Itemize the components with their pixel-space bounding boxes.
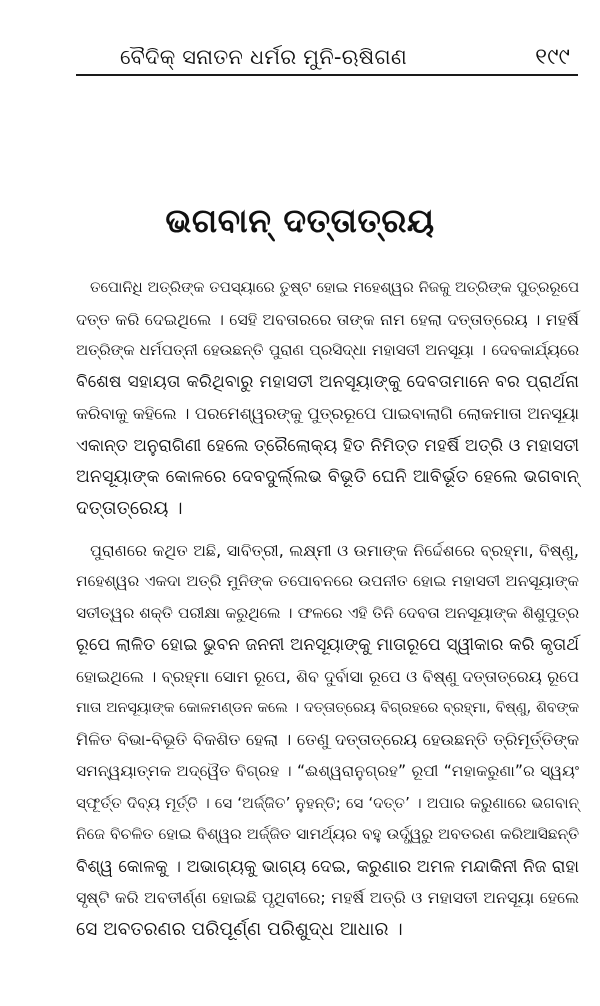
text-line: ମାତା ଅନସୂୟାଙ୍କ କୋଳମଣ୍ଡନ କଲେ । ଦତ୍ତାତ୍ରେୟ ବିଗ୍ରହରେ ବ୍ରହ୍ମା, ବିଷ୍ଣୁ, ଶିବଙ୍କ (76, 699, 579, 716)
text-line: ମହେଶ୍ୱର ଏକଦା ଅତ୍ରି ମୁନିଙ୍କ ତପୋବନରେ ଉପନୀତ ହୋଇ ମହାସତୀ ଅନସୂୟାଙ୍କ (76, 572, 579, 591)
text-line: ହୋଇଥିଲେ । ବ୍ରହ୍ମା ସୋମ ରୂପେ, ଶିବ ଦୁର୍ବାସା ରୂପେ ଓ ବିଷ୍ଣୁ ଦତ୍ତାତ୍ରେୟ ରୂପେ (76, 667, 579, 687)
running-header-title: ବୈଦିକ୍ ସନାତନ ଧର୍ମର ମୁନି-ଋଷିଗଣ (120, 45, 407, 69)
page-number: ୧୯୯ (535, 44, 570, 70)
body-text (76, 272, 579, 945)
text-line: ବିଶେଷ ସହାୟତା କରିଥିବାରୁ ମହାସତୀ ଅନସୂୟାଙ୍କୁ ଦେବତାମାନେ ବର ପ୍ରାର୍ଥନା (76, 371, 579, 392)
text-line: ସ୍ଫୂର୍ତ୍ତ ଦିବ୍ୟ ମୂର୍ତ୍ତି । ସେ ‘ଅର୍ଜ୍ଜିତ’ ନୁହନ୍ତି; ସେ ‘ଦତ୍ତ’ । ଅପାର କରୁଣାରେ ଭଗବାନ୍ (76, 793, 579, 812)
text-line: ପୁରାଣରେ କଥିତ ଅଛି, ସାବିତ୍ରୀ, ଲକ୍ଷ୍ମୀ ଓ ଉମାଙ୍କ ନିର୍ଦ୍ଦେଶରେ ବ୍ରହ୍ମା, ବିଷ୍ଣୁ, (90, 540, 579, 560)
text-line: ବିଶ୍ୱ କୋଳକୁ । ଅଭାଗ୍ୟକୁ ଭାଗ୍ୟ ଦେଇ, କରୁଣାର ଅମଳ ମନ୍ଦାକିନୀ ନିଜ ରାହା (76, 855, 579, 876)
text-line: ରୂପେ ଲାଳିତ ହୋଇ ଭୁବନ ଜନନୀ ଅନସୂୟାଙ୍କୁ ମାତାରୂପେ ସ୍ୱୀକାର କରି କୃତାର୍ଥ (76, 634, 579, 655)
text-line: ସମନ୍ୱୟାତ୍ମକ ଅଦ୍ୱୈତ ବିଗ୍ରହ । “ଈଶ୍ୱରାନୁଗ୍ରହ” ରୂପୀ “ମହାକରୁଣା”ର ସ୍ୱୟଂ (76, 761, 579, 780)
running-header (76, 42, 578, 72)
text-line: ସୃଷ୍ଟି କରି ଅବତୀର୍ଣ୍ଣ ହୋଇଛି ପୃଥିବୀରେ; ମହର୍ଷି ଅତ୍ରି ଓ ମହାସତୀ ଅନସୂୟା ହେଲେ (76, 888, 579, 908)
text-line: ଅତ୍ରିଙ୍କ ଧର୍ମପତ୍ନୀ ହେଉଛନ୍ତି ପୁରାଣ ପ୍ରସିଦ୍ଧା ମହାସତୀ ଅନସୂୟା । ଦେବକାର୍ଯ୍ୟରେ (76, 341, 579, 360)
text-line: ଦତ୍ତ କରି ଦେଇଥିଲେ । ସେହି ଅବତାରରେ ତାଙ୍କ ନାମ ହେଲା ଦତ୍ତାତ୍ରେୟ । ମହର୍ଷି (76, 309, 579, 329)
paragraph-2 (76, 535, 579, 946)
text-line: ଏକାନ୍ତ ଅନୁରାଗିଣୀ ହେଲେ ତ୍ରୈଲୋକ୍ୟ ହିତ ନିମିତ୍ତ ମହର୍ଷି ଅତ୍ରି ଓ ମହାସତୀ (76, 434, 579, 455)
text-line: ଦତ୍ତାତ୍ରେୟ । (76, 498, 183, 520)
text-line: ସତୀତ୍ୱର ଶକ୍ତି ପରୀକ୍ଷା କରୁଥିଲେ । ଫଳରେ ଏହି ତିନି ଦେବତା ଅନସୂୟାଙ୍କ ଶିଶୁପୁତ୍ର (76, 603, 579, 622)
chapter-title: ଭଗବାନ୍ ଦତ୍ତାତ୍ରୟ (165, 201, 435, 240)
paragraph-1 (76, 272, 579, 525)
text-line: ଅନସୂୟାଙ୍କ କୋଳରେ ଦେବଦୁର୍ଲ୍ଲଭ ବିଭୂତି ଘେନି ଆବିର୍ଭୂତ ହେଲେ ଭଗବାନ୍ (76, 466, 579, 487)
text-line: ସେ ଅବତରଣର ପରିପୂର୍ଣ୍ଣ ପରିଶୁଦ୍ଧ ଆଧାର । (76, 918, 403, 940)
text-line: ତପୋନିଧି ଅତ୍ରିଙ୍କ ତପସ୍ୟାରେ ତୁଷ୍ଟ ହୋଇ ମହେଶ୍ୱର ନିଜକୁ ଅତ୍ରିଙ୍କ ପୁତ୍ରରୂପେ (90, 279, 579, 296)
header-rule (76, 74, 578, 76)
text-line: ନିଜେ ବିଚଳିତ ହୋଇ ବିଶ୍ୱର ଅର୍ଜ୍ଜିତ ସାମର୍ଥ୍ୟର ବହୁ ଉର୍ଦ୍ଧ୍ୱରୁ ଅବତରଣ କରିଆସିଛନ୍ତି (76, 825, 579, 844)
text-line: ମିଳିତ ବିଭା-ବିଭୂତି ବିକଶିତ ହେଲା । ତେଣୁ ଦତ୍ତାତ୍ରେୟ ହେଉଛନ୍ତି ତ୍ରିମୂର୍ତ୍ତିଙ୍କ (76, 730, 579, 750)
text-line: କରିବାକୁ କହିଲେ । ପରମେଶ୍ୱରଙ୍କୁ ପୁତ୍ରରୂପେ ପାଇବାଲାଗି ଲୋକମାତା ଅନସୂୟା (76, 404, 579, 424)
